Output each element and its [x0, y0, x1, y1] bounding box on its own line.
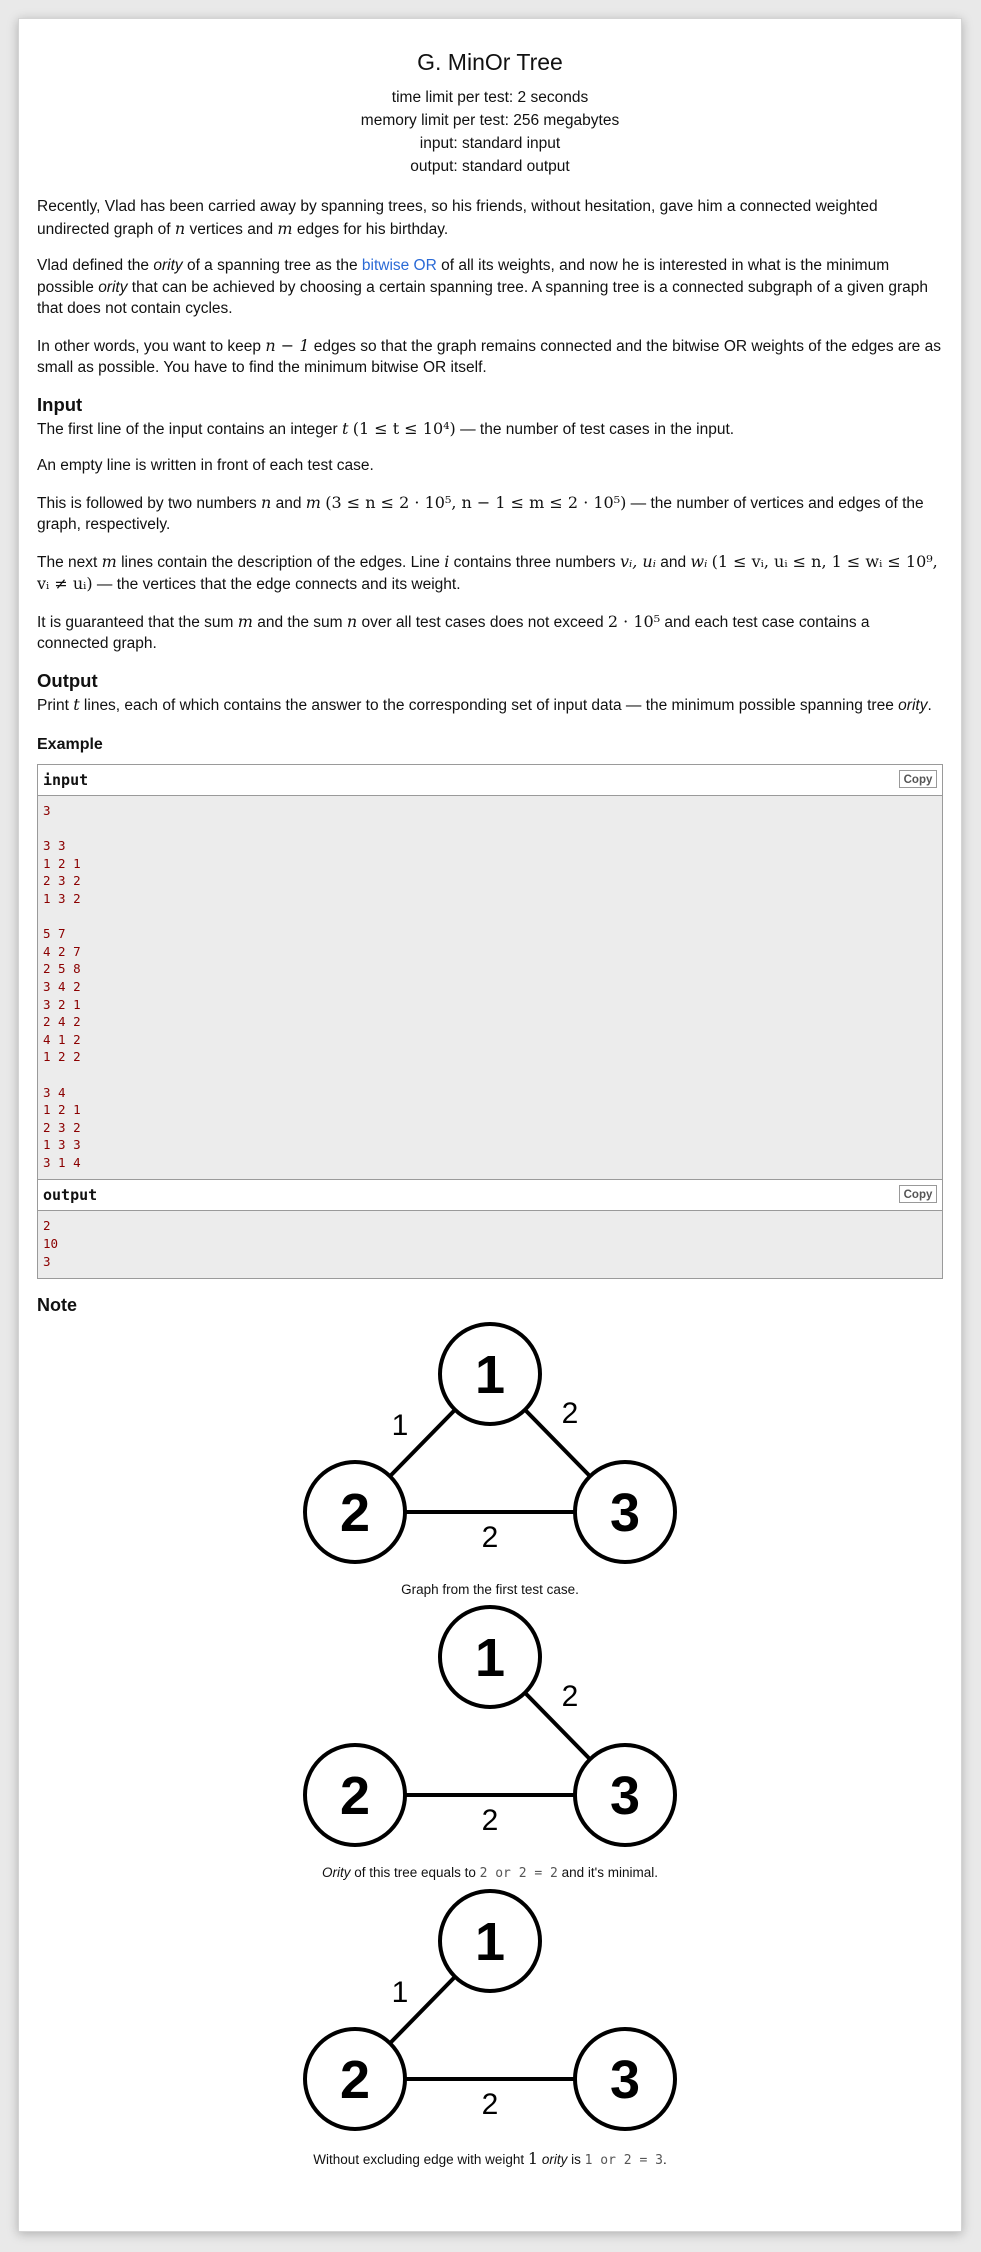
math: wᵢ [690, 551, 708, 571]
figure-2-caption [37, 1865, 943, 1881]
math: m [305, 492, 321, 512]
input-paragraph-3 [37, 492, 943, 536]
math: vᵢ, uᵢ [619, 551, 656, 571]
text: It is guaranteed that the sum [37, 613, 238, 631]
graph-edge [525, 1693, 590, 1760]
input-line: 2 3 2 [43, 1119, 81, 1135]
copy-output-button[interactable]: Copy [899, 1185, 937, 1203]
input-line: 4 2 7 [43, 943, 81, 959]
edge-weight-label: 2 [561, 1680, 579, 1714]
text: The first line of the input contains an integer [37, 420, 343, 438]
node-label: 3 [609, 1766, 641, 1827]
text: . [662, 2152, 667, 2168]
output-file: output: standard output [410, 158, 570, 175]
time-limit: time limit per test: 2 seconds [391, 89, 589, 106]
note-heading: Note [37, 1295, 77, 1316]
copy-input-button[interactable]: Copy [899, 770, 937, 788]
text: In other words, you want to keep [37, 337, 266, 355]
statement-paragraph-2 [37, 255, 943, 320]
statement-paragraph-1 [37, 196, 943, 240]
text: edges for his birthday. [292, 220, 449, 238]
output-paragraph [37, 694, 943, 717]
text: contains three numbers [449, 553, 620, 571]
input-line: 2 3 2 [43, 873, 81, 889]
text: edges so that the graph remains connected and the bitwise OR weights of the edges are as small as possible. You have to find the minimum bitwise OR itself. [37, 337, 941, 376]
math: n [174, 218, 186, 238]
math: vᵢ ≠ uᵢ) [37, 574, 93, 593]
input-line [43, 908, 937, 926]
input-line: 2 4 2 [43, 1014, 81, 1030]
text: Vlad defined the [37, 257, 154, 274]
math: t [342, 418, 349, 438]
sample-input[interactable] [38, 796, 942, 1179]
math: (1 ≤ vᵢ, uᵢ ≤ n, 1 ≤ wᵢ ≤ 10⁹, [711, 551, 938, 571]
node-label: 1 [474, 1912, 506, 1973]
input-line: 4 1 2 [43, 1031, 81, 1047]
note-figure-2 [37, 1605, 943, 1881]
input-line: 3 2 1 [43, 996, 81, 1012]
node-label: 2 [339, 1483, 371, 1544]
node-label: 2 [339, 2050, 371, 2111]
input-file: input: standard input [419, 135, 561, 152]
problem-header [37, 19, 943, 178]
text: and it's minimal. [557, 1865, 658, 1881]
code: 1 or 2 = 3 [584, 2153, 663, 2169]
node-label: 1 [474, 1345, 506, 1406]
input-line: 1 3 3 [43, 1137, 81, 1153]
bitwise-or-link[interactable]: bitwise OR [361, 257, 437, 274]
text: . [927, 696, 932, 714]
text: lines contain the description of the edges. Line [116, 553, 445, 571]
text: Print [37, 696, 74, 714]
emphasis: Ority [322, 1865, 351, 1881]
math: i [444, 551, 450, 571]
input-line [43, 1066, 937, 1084]
math: 2 · 10⁵ [607, 611, 661, 631]
input-paragraph-5 [37, 611, 943, 655]
text: and each test case contains a connected graph. [37, 613, 870, 652]
emphasis: ority [98, 278, 128, 296]
text: over all test cases does not exceed [357, 613, 608, 631]
text: is [567, 2152, 585, 2168]
input-heading: Input [37, 393, 83, 415]
input-paragraph-1 [37, 418, 943, 441]
text: This is followed by two numbers [37, 494, 261, 512]
math: (1 ≤ t ≤ 10⁴) [352, 418, 456, 438]
problem-title: G. MinOr Tree [417, 49, 563, 75]
input-line: 1 3 2 [43, 890, 81, 906]
output-line: 10 [43, 1236, 59, 1252]
input-line: 3 [43, 803, 51, 818]
node-label: 3 [609, 1483, 641, 1544]
math: m [101, 551, 117, 571]
edge-weight-label: 2 [481, 1521, 499, 1555]
text: The next [37, 553, 102, 571]
math: t [73, 694, 80, 714]
math: 1 [527, 2149, 539, 2169]
figure-3-caption [37, 2149, 943, 2168]
edge-weight-label: 1 [391, 1409, 409, 1443]
output-block-header [38, 1179, 942, 1211]
sample-output[interactable] [38, 1211, 942, 1278]
text: of all its weights, and now he is interested in what is the minimum possible [37, 257, 890, 296]
input-line: 1 2 2 [43, 1049, 81, 1065]
output-label: output [43, 1186, 98, 1205]
note-figure-3 [37, 1889, 943, 2168]
input-paragraph-4 [37, 551, 943, 596]
input-line: 3 3 [43, 838, 66, 854]
emphasis: ority [898, 696, 928, 714]
text: Recently, Vlad has been carried away by spanning trees, so his friends, without hesitation, gave him a connected weighted undirected graph of [37, 198, 878, 238]
output-line: 3 [43, 1253, 51, 1269]
example-heading: Example [37, 736, 103, 753]
output-line: 2 [43, 1218, 51, 1234]
math: m [237, 611, 253, 631]
input-line: 1 2 1 [43, 1102, 81, 1118]
emphasis: ority [541, 2152, 568, 2168]
text: vertices and [185, 220, 278, 238]
graph-figure-2 [300, 1605, 680, 1865]
problem-card [18, 18, 962, 2232]
graph-edge [525, 1410, 590, 1477]
input-line: 2 5 8 [43, 961, 81, 977]
graph-figure-3 [300, 1889, 680, 2149]
text: and the sum [252, 613, 347, 631]
input-label: input [43, 771, 89, 789]
text: — the number of test cases in the input. [455, 420, 735, 438]
input-line: 1 2 1 [43, 855, 81, 871]
math: n − 1 [265, 335, 310, 355]
input-block-header [38, 765, 942, 796]
node-label: 1 [474, 1628, 506, 1689]
code: 2 or 2 = 2 [479, 1866, 558, 1882]
math: (3 ≤ n ≤ 2 · 10⁵, n − 1 ≤ m ≤ 2 · 10⁵) [325, 492, 627, 512]
text: and [655, 553, 691, 571]
text: that can be achieved by choosing a certain spanning tree. A spanning tree is a connected subgraph of a given graph that does not contain cycles. [37, 278, 929, 317]
edge-weight-label: 2 [561, 1397, 579, 1431]
text: Without excluding edge with weight [313, 2152, 528, 2168]
text: of a spanning tree as the [182, 257, 362, 274]
figure-1-caption: Graph from the first test case. [401, 1582, 579, 1598]
statement-paragraph-3 [37, 335, 943, 379]
input-line [43, 820, 937, 838]
input-line: 3 1 4 [43, 1154, 81, 1170]
edge-weight-label: 1 [391, 1976, 409, 2010]
input-line: 5 7 [43, 926, 66, 942]
text: — the vertices that the edge connects and its weight. [92, 576, 461, 593]
edge-weight-label: 2 [481, 2088, 499, 2122]
math: n [346, 611, 358, 631]
text: lines, each of which contains the answer to the corresponding set of input data — the minimum possible spanning tree [79, 696, 899, 714]
text: — the number of vertices and edges of the graph, respectively. [37, 494, 924, 533]
text: of this tree equals to [350, 1865, 480, 1881]
edge-weight-label: 2 [481, 1804, 499, 1838]
note-figure-1 [37, 1322, 943, 1597]
graph-figure-1 [300, 1322, 680, 1582]
emphasis: ority [153, 257, 183, 274]
input-paragraph-2: An empty line is written in front of each test case. [37, 457, 374, 474]
example-box [37, 764, 943, 1279]
input-line: 3 4 [43, 1084, 66, 1100]
math: m [277, 218, 293, 238]
math: n [260, 492, 272, 512]
node-label: 3 [609, 2050, 641, 2111]
memory-limit: memory limit per test: 256 megabytes [360, 112, 620, 129]
text: and [271, 494, 306, 512]
node-label: 2 [339, 1766, 371, 1827]
input-line: 3 4 2 [43, 978, 81, 994]
output-heading: Output [37, 669, 98, 691]
